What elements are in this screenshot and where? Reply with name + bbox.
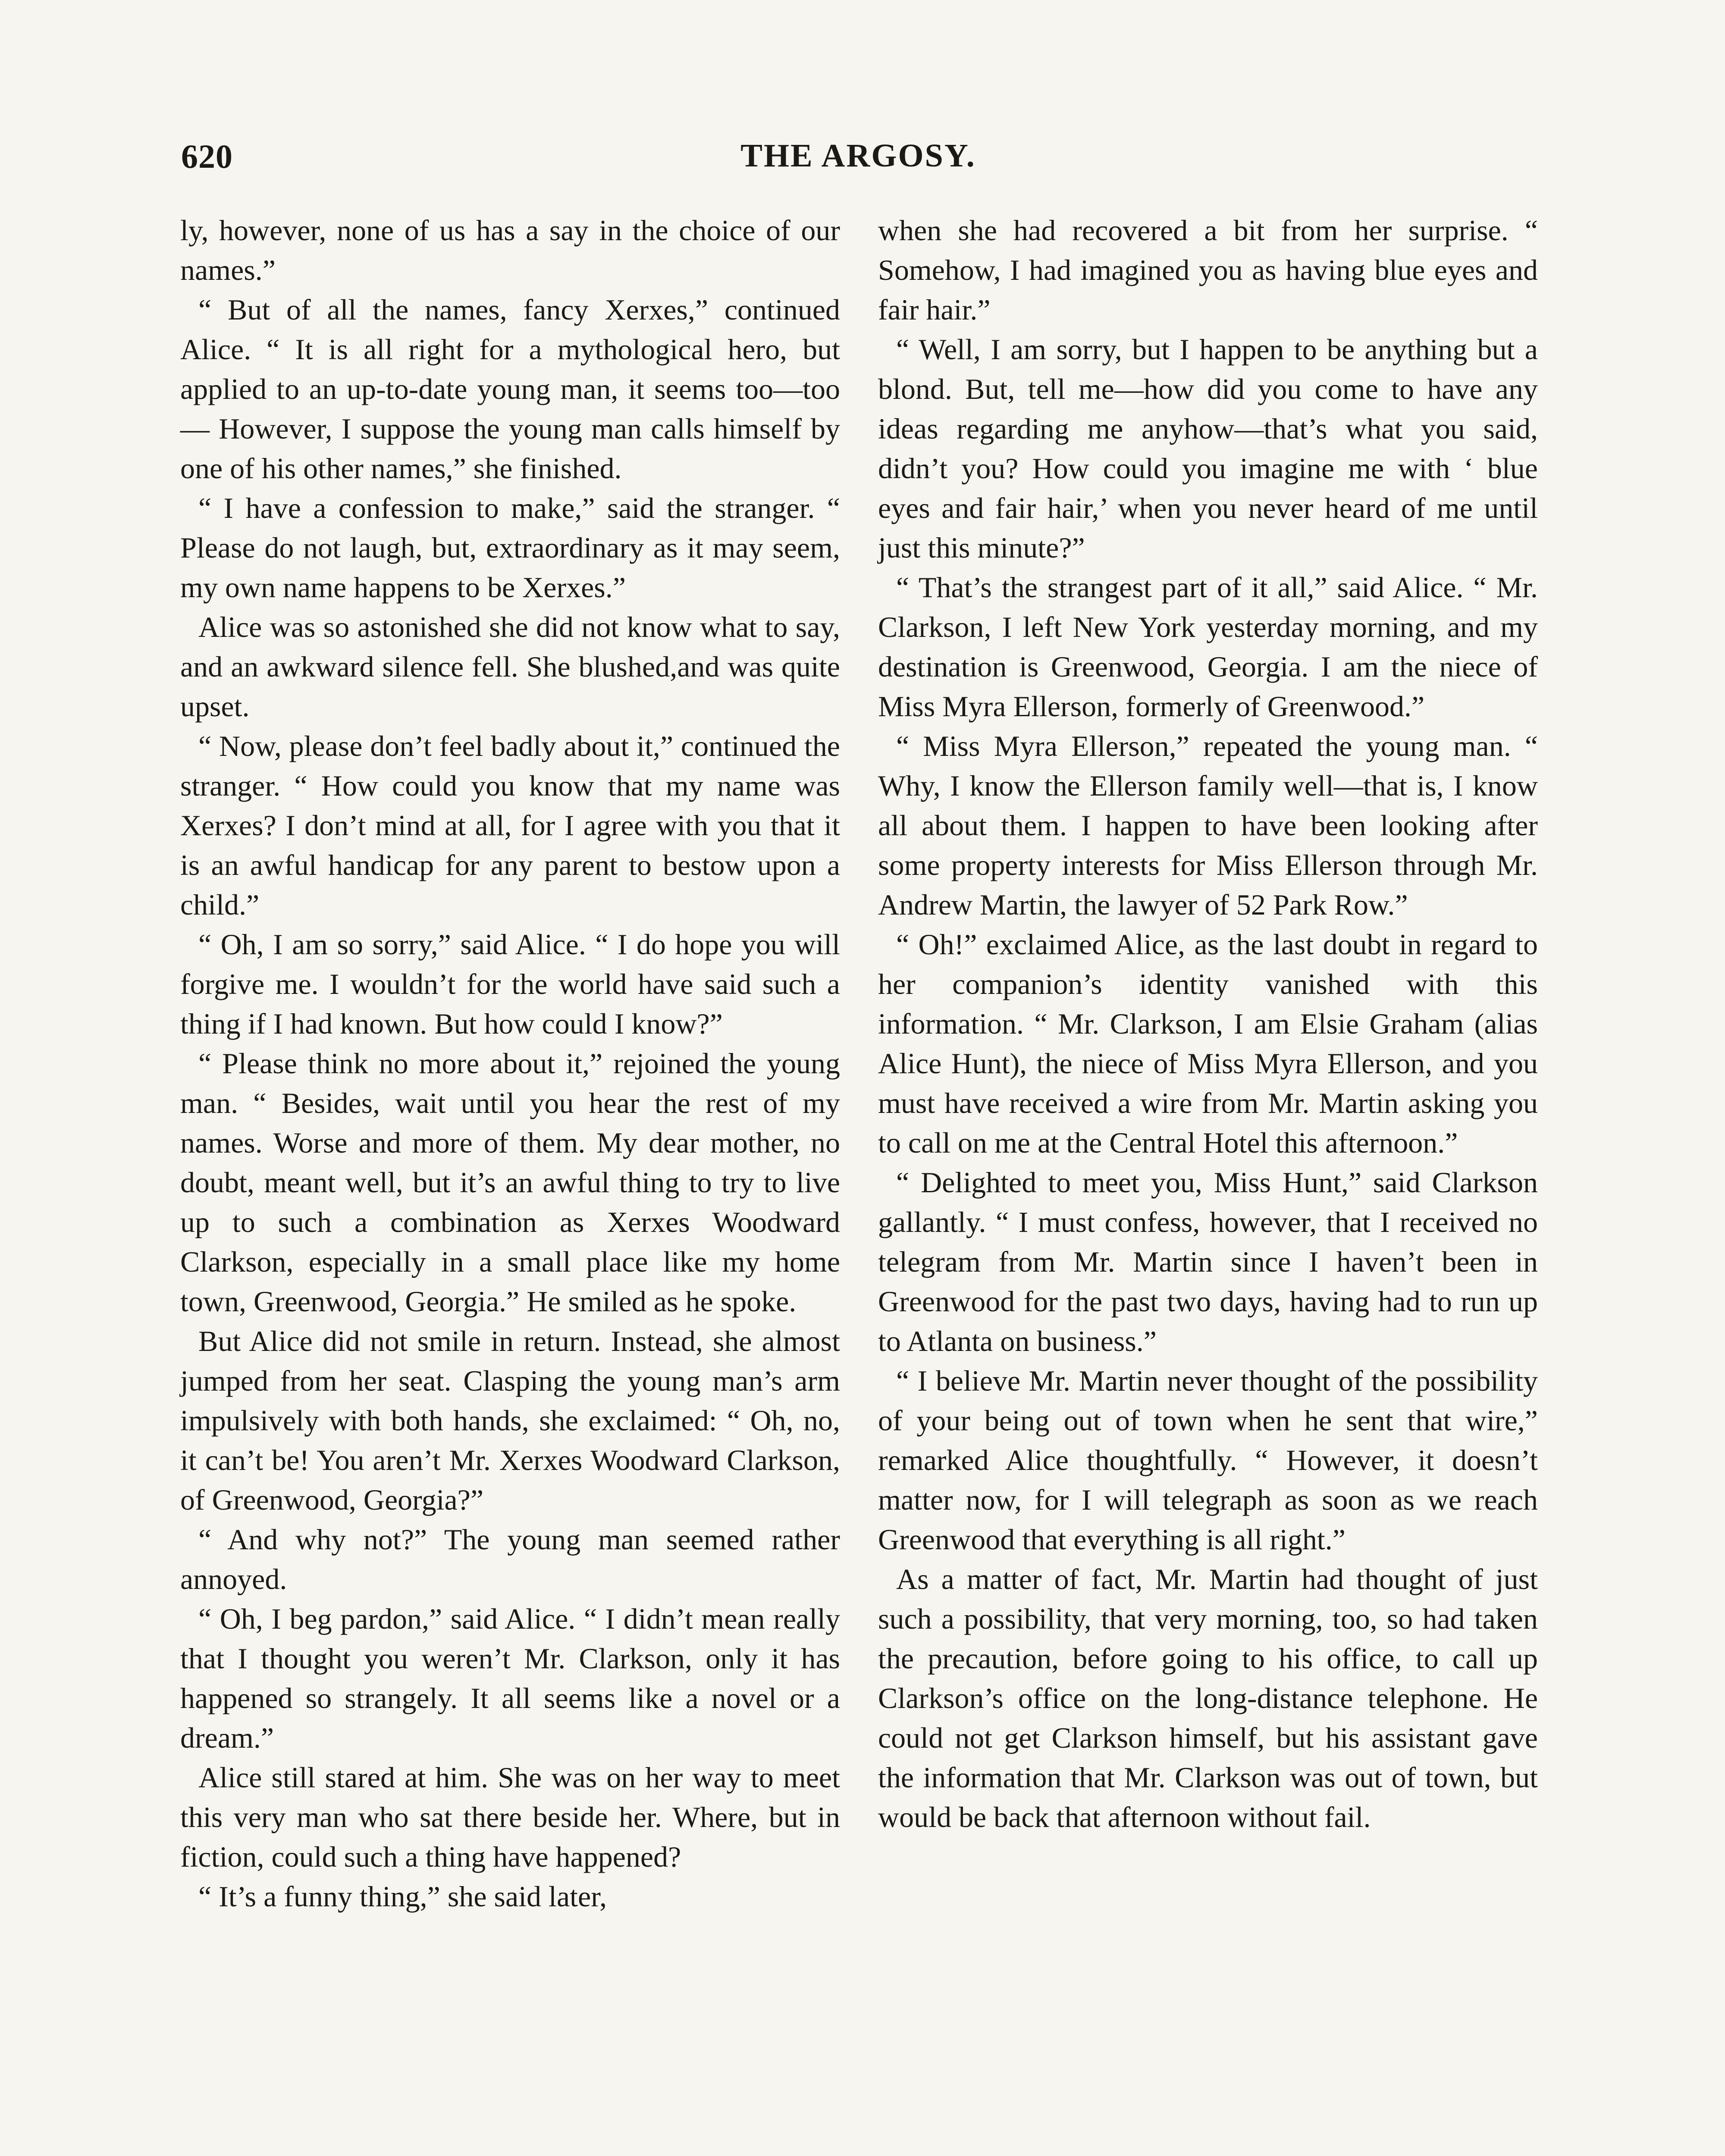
paragraph: But Alice did not smile in return. Instead, she almost jumped from her seat. Clasping the young man’s arm impulsively with both hands, she exclaimed: “ Oh, no, it can’t be! You aren’t Mr. Xerxes Woodward Clarkson, of Greenwood, Georgia?” bbox=[180, 1325, 840, 1516]
paragraph: Alice still stared at him. She was on her way to meet this very man who sat there beside her. Where, but in fiction, could such a thing have happened? bbox=[180, 1761, 840, 1873]
paragraph: “ Miss Myra Ellerson,” repeated the young man. “ Why, I know the Ellerson family well—that is, I know all about them. I happen to have been looking after some property interests for Miss Ellerson through Mr. Andrew Martin, the lawyer of 52 Park Row.” bbox=[878, 730, 1538, 921]
paragraph: “ Well, I am sorry, but I happen to be anything but a blond. But, tell me—how did you come to have any ideas regarding me anyhow—that’s what you said, didn’t you? How could you imagine me with ‘ blue eyes and fair hair,’ when you never heard of me until just this minute?” bbox=[878, 333, 1538, 564]
paragraph: “ That’s the strangest part of it all,” said Alice. “ Mr. Clarkson, I left New York yesterday morning, and my destination is Greenwood, Georgia. I am the niece of Miss Myra Ellerson, formerly of Greenwood.” bbox=[878, 571, 1538, 723]
right-column bbox=[878, 210, 1538, 1837]
paragraph: “ Delighted to meet you, Miss Hunt,” said Clarkson gallantly. “ I must confess, however, that I received no telegram from Mr. Martin since I haven’t been in Greenwood for the past two days, having had to run up to Atlanta on business.” bbox=[878, 1166, 1538, 1357]
paragraph: “ Oh!” exclaimed Alice, as the last doubt in regard to her companion’s identity vanished with this information. “ Mr. Clarkson, I am Elsie Graham (alias Alice Hunt), the niece of Miss Myra Ellerson, and you must have received a wire from Mr. Martin asking you to call on me at the Central Hotel this afternoon.” bbox=[878, 928, 1538, 1159]
paragraph: Alice was so astonished she did not know what to say, and an awkward silence fell. She blushed,and was quite upset. bbox=[180, 611, 840, 723]
paragraph: when she had recovered a bit from her surprise. “ Somehow, I had imagined you as having blue eyes and fair hair.” bbox=[878, 214, 1538, 326]
left-column bbox=[180, 210, 840, 1916]
paragraph: “ But of all the names, fancy Xerxes,” continued Alice. “ It is all right for a mythological hero, but applied to an up-to-date young man, it seems too—too— However, I suppose the young man calls himself by one of his other names,” she finished. bbox=[180, 293, 840, 485]
paragraph: “ Now, please don’t feel badly about it,” continued the stranger. “ How could you know that my name was Xerxes? I don’t mind at all, for I agree with you that it is an awful handicap for any parent to bestow upon a child.” bbox=[180, 730, 840, 921]
page-header bbox=[181, 137, 1535, 185]
paragraph: “ I have a confession to make,” said the stranger. “ Please do not laugh, but, extraordinary as it may seem, my own name happens to be Xerxes.” bbox=[180, 492, 840, 604]
paragraph: “ And why not?” The young man seemed rather annoyed. bbox=[180, 1523, 840, 1595]
running-head: THE ARGOSY. bbox=[740, 138, 976, 174]
paragraph: ly, however, none of us has a say in the choice of our names.” bbox=[180, 214, 840, 286]
paragraph: “ It’s a funny thing,” she said later, bbox=[198, 1880, 607, 1913]
paragraph: “ Oh, I beg pardon,” said Alice. “ I didn’t mean really that I thought you weren’t Mr. Clarkson, only it has happened so strangely. It all seems like a novel or a dream.” bbox=[180, 1602, 840, 1754]
paragraph: “ I believe Mr. Martin never thought of the possibility of your being out of town when he sent that wire,” remarked Alice thoughtfully. “ However, it doesn’t matter now, for I will telegraph as soon as we reach Greenwood that everything is all right.” bbox=[878, 1364, 1538, 1556]
paragraph: As a matter of fact, Mr. Martin had thought of just such a possibility, that very morning, too, so had taken the precaution, before going to his office, to call up Clarkson’s office on the long-distance telephone. He could not get Clarkson himself, but his assistant gave the information that Mr. Clarkson was out of town, but would be back that afternoon without fail. bbox=[878, 1563, 1538, 1833]
page-number: 620 bbox=[181, 138, 233, 175]
paragraph: “ Oh, I am so sorry,” said Alice. “ I do hope you will forgive me. I wouldn’t for the world have said such a thing if I had known. But how could I know?” bbox=[180, 928, 840, 1040]
paragraph: “ Please think no more about it,” rejoined the young man. “ Besides, wait until you hear the rest of my names. Worse and more of them. My dear mother, no doubt, meant well, but it’s an awful thing to try to live up to such a combination as Xerxes Woodward Clarkson, especially in a small place like my home town, Greenwood, Georgia.” He smiled as he spoke. bbox=[180, 1047, 840, 1318]
